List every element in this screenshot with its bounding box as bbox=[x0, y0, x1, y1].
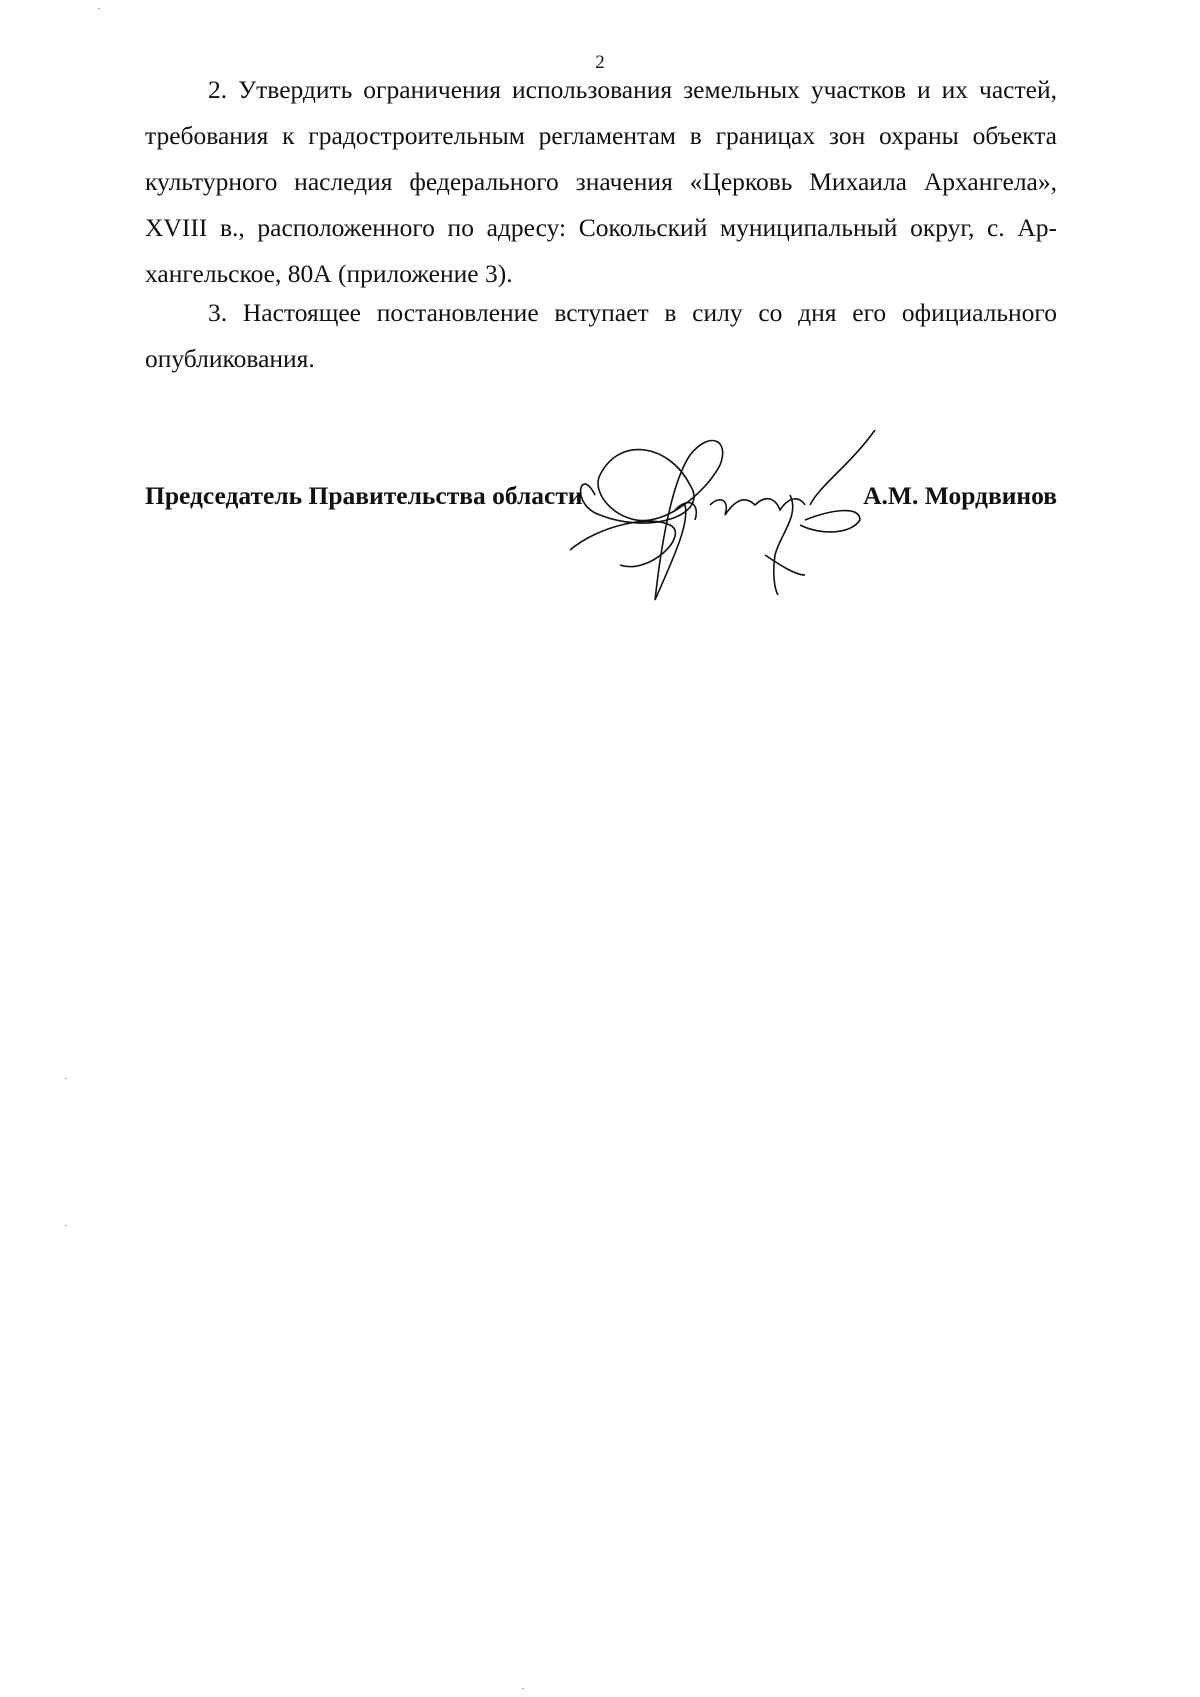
handwritten-signature bbox=[560, 425, 900, 615]
scan-speck bbox=[522, 1688, 524, 1689]
text-line: опубликования. bbox=[145, 344, 315, 373]
paragraph-2 bbox=[145, 67, 1057, 297]
text-line: хангельское, 80А (приложение 3). bbox=[145, 259, 513, 288]
scan-speck bbox=[98, 8, 100, 9]
page-number: 2 bbox=[595, 52, 605, 73]
signatory-name: А.М. Мордвинов bbox=[863, 481, 1057, 510]
scan-speck bbox=[65, 1225, 67, 1226]
paragraph-3 bbox=[145, 290, 1057, 382]
text-line: культурного наследия федерального значения «Церковь Михаила Архангела», bbox=[145, 167, 1057, 196]
text-line: 2. Утвердить ограничения использования земельных участков и их частей, bbox=[208, 75, 1057, 104]
text-line: XVIII в., расположенного по адресу: Сокольский муниципальный округ, с. Ар- bbox=[145, 213, 1057, 242]
signatory-position: Председатель Правительства области bbox=[145, 481, 583, 510]
text-line: требования к градостроительным регламентам в границах зон охраны объекта bbox=[145, 121, 1057, 150]
text-line: 3. Настоящее постановление вступает в силу со дня его официального bbox=[208, 298, 1057, 327]
scan-speck bbox=[65, 1078, 67, 1079]
